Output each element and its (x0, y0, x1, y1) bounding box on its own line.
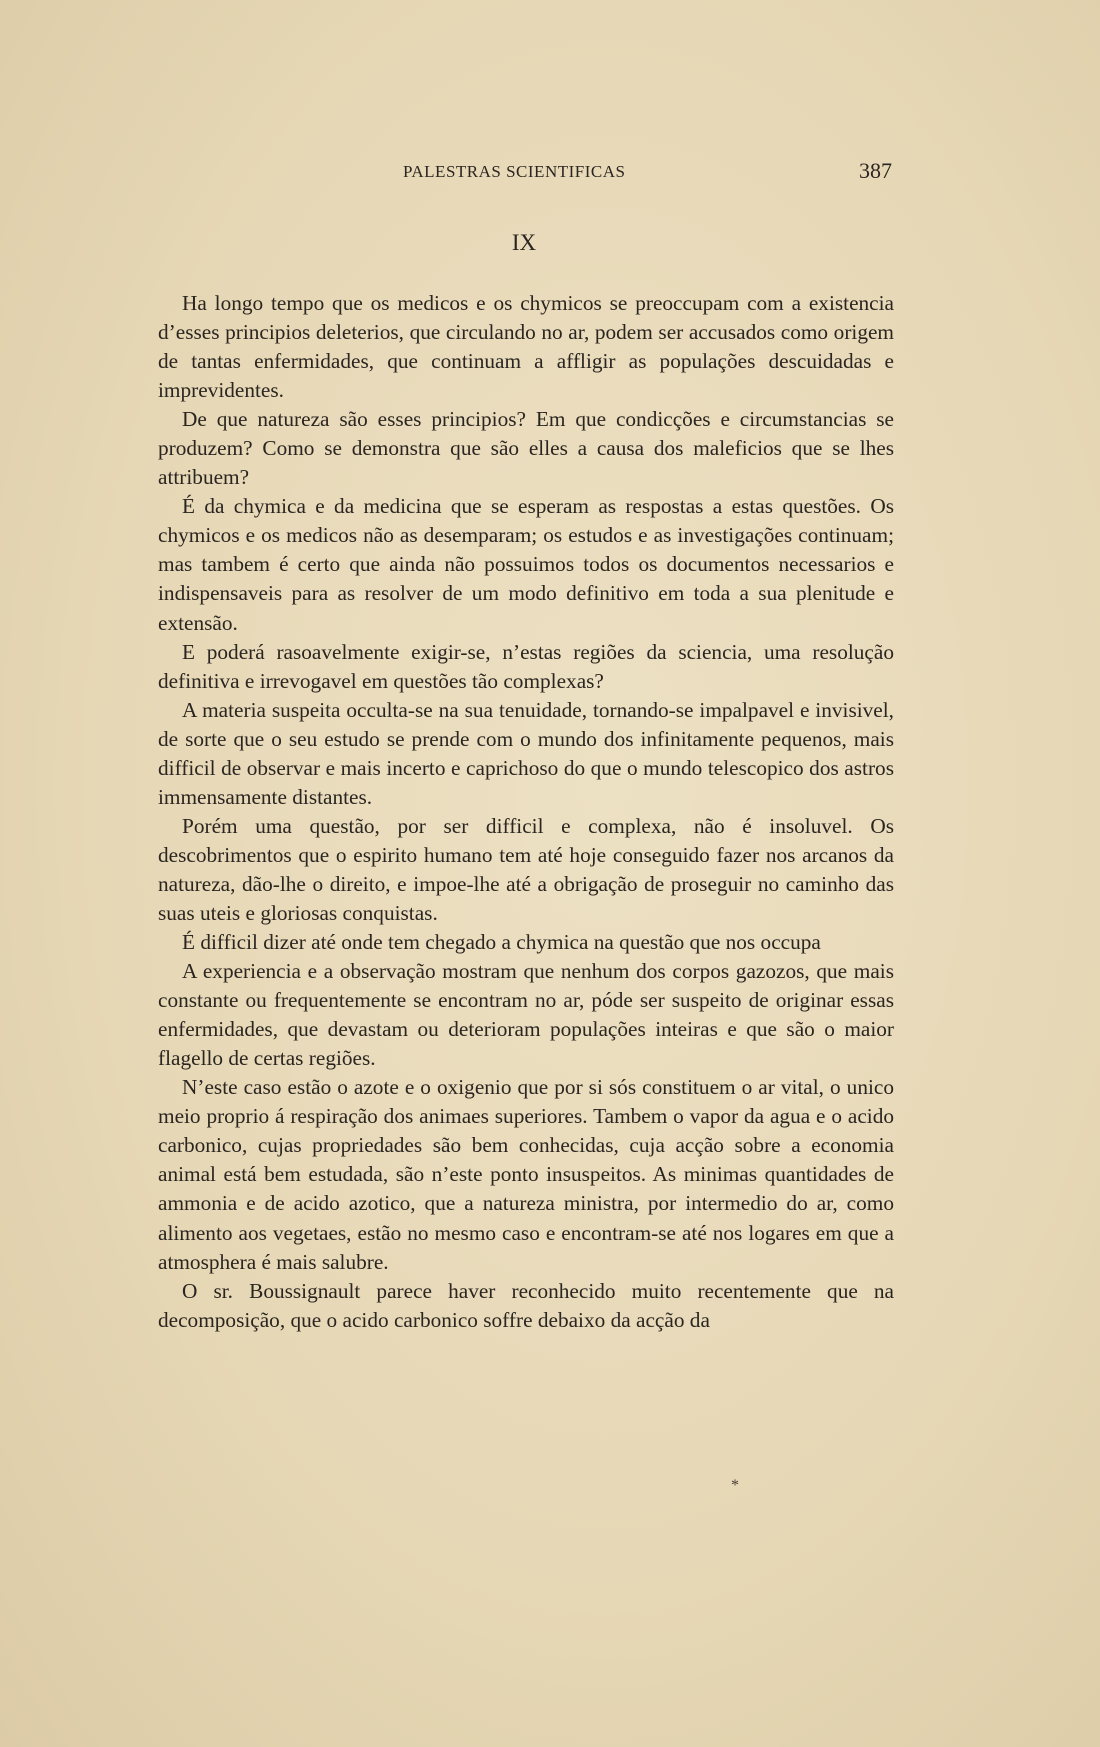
body-text (158, 289, 894, 1335)
paragraph-4: E poderá rasoavelmente exigir-se, n’estas regiões da sciencia, uma resolução definitiva e irrevogavel em questões tão complexas? (158, 639, 894, 693)
paragraph-8: A experiencia e a observação mostram que nenhum dos corpos gazozos, que mais constante ou frequentemente se encontram no ar, póde ser suspeito de originar essas enfermidades, que devastam ou deterioram populações inteiras e que são o maior flagello de certas regiões. (158, 959, 894, 1071)
paragraph-6: Porém uma questão, por ser difficil e complexa, não é insoluvel. Os descobrimentos que o espirito humano tem até hoje conseguido fazer nos arcanos da natureza, dão-lhe o direito, e impoe-lhe até a obrigação de proseguir no caminho das suas uteis e gloriosas conquistas. (158, 813, 894, 925)
page-number: 387 (859, 158, 892, 183)
section-heading: IX (511, 230, 537, 255)
paragraph-5: A materia suspeita occulta-se na sua tenuidade, tornando-se impalpavel e invisivel, de sorte que o seu estudo se prende com o mundo dos infinitamente pequenos, mais difficil de observar e mais incerto e caprichoso do que o mundo telescopico dos astros immensamente distantes. (158, 697, 894, 809)
paragraph-7: É difficil dizer até onde tem chegado a chymica na questão que nos occupa (182, 930, 821, 955)
paragraph-10: O sr. Boussignault parece haver reconhecido muito recentemente que na decomposição, que o acido carbonico soffre debaixo da acção da (158, 1278, 894, 1332)
paragraph-9: N’este caso estão o azote e o oxigenio que por si sós constituem o ar vital, o unico meio proprio á respiração dos animaes superiores. Tambem o vapor da agua e o acido carbonico, cujas propriedades são bem conhecidas, cuja acção sobre a economia animal está bem estudada, são n’este ponto insuspeitos. As minimas quantidades de ammonia e de acido azotico, que a natureza ministra, por intermedio do ar, como alimento aos vegetaes, estão no mesmo caso e encontram-se até nos logares em que a atmosphera é mais salubre. (158, 1075, 894, 1274)
paragraph-1: Ha longo tempo que os medicos e os chymicos se preoccupam com a existencia d’esses principios deleterios, que circulando no ar, podem ser accusados como origem de tantas enfermidades, que continuam a affligir as populações descuidadas e imprevidentes. (158, 291, 894, 403)
paragraph-2: De que natureza são esses principios? Em que condicções e circumstancias se produzem? Como se demonstra que são elles a causa dos maleficios que se lhes attribuem? (158, 407, 894, 490)
running-title: PALESTRAS SCIENTIFICAS (403, 162, 626, 181)
running-head (160, 158, 892, 188)
footer-mark: * (731, 1477, 739, 1494)
paragraph-3: É da chymica e da medicina que se esperam as respostas a estas questões. Os chymicos e os medicos não as desemparam; os estudos e as investigações continuam; mas tambem é certo que ainda não possuimos todos os documentos necessarios e indispensaveis para as resolver de um modo definitivo em toda a sua plenitude e extensão. (158, 494, 894, 635)
